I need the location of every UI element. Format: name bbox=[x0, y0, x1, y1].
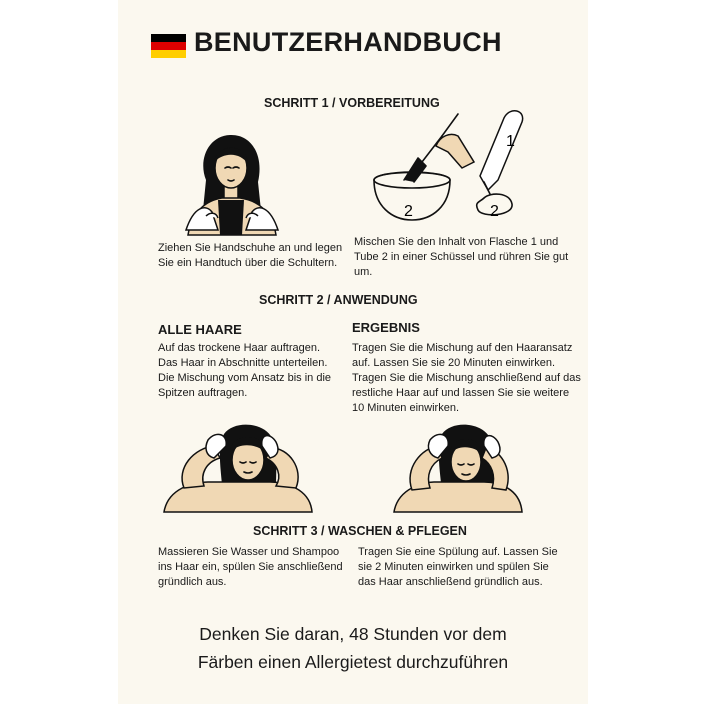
step2-left-text: Auf das trockene Haar auftragen. Das Haar in Abschnitte unterteilen. Die Mischung vom Ansatz bis in die Spitzen auftragen. bbox=[158, 342, 332, 399]
step3-heading: SCHRITT 3 / WASCHEN & PFLEGEN bbox=[253, 524, 467, 538]
step2-right-text: Tragen Sie die Mischung auf den Haaransatz auf. Lassen Sie sie 20 Minuten einwirken. Tragen Sie die Mischung anschließend auf das restliche Haar auf und lassen Sie sie weitere 10 Minuten einwirken. bbox=[352, 342, 581, 414]
step1-heading: SCHRITT 1 / VORBEREITUNG bbox=[264, 96, 440, 110]
step3-left-text: Massieren Sie Wasser und Shampoo ins Haar ein, spülen Sie anschließend gründlich aus. bbox=[158, 546, 343, 588]
step2-right-title: ERGEBNIS bbox=[352, 320, 420, 335]
allergy-test-reminder bbox=[118, 620, 588, 676]
bowl-label: 2 bbox=[404, 203, 413, 220]
page-title: BENUTZERHANDBUCH bbox=[194, 27, 502, 57]
tube-label: 2 bbox=[490, 203, 499, 220]
woman-massaging-icon bbox=[394, 418, 524, 513]
german-flag-icon bbox=[151, 34, 186, 58]
woman-towel-icon bbox=[178, 130, 288, 238]
footer-line-2: Färben einen Allergietest durchzuführen bbox=[197, 652, 509, 672]
step3-right-text: Tragen Sie eine Spülung auf. Lassen Sie sie 2 Minuten einwirken und spülen Sie das Haar anschließend gründlich aus. bbox=[358, 546, 558, 588]
step1-right-text: Mischen Sie den Inhalt von Flasche 1 und Tube 2 in einer Schüssel und rühren Sie gut um. bbox=[354, 236, 569, 278]
bottle-label: 1 bbox=[506, 133, 515, 150]
mixing-bowl-icon bbox=[370, 106, 530, 232]
step2-heading: SCHRITT 2 / ANWENDUNG bbox=[259, 293, 418, 307]
step1-left-text: Ziehen Sie Handschuhe an und legen Sie ein Handtuch über die Schultern. bbox=[158, 242, 343, 269]
woman-applying-icon bbox=[164, 418, 314, 513]
footer-line-1: Denken Sie daran, 48 Stunden vor dem bbox=[199, 624, 507, 644]
step2-left-title: ALLE HAARE bbox=[158, 322, 242, 337]
